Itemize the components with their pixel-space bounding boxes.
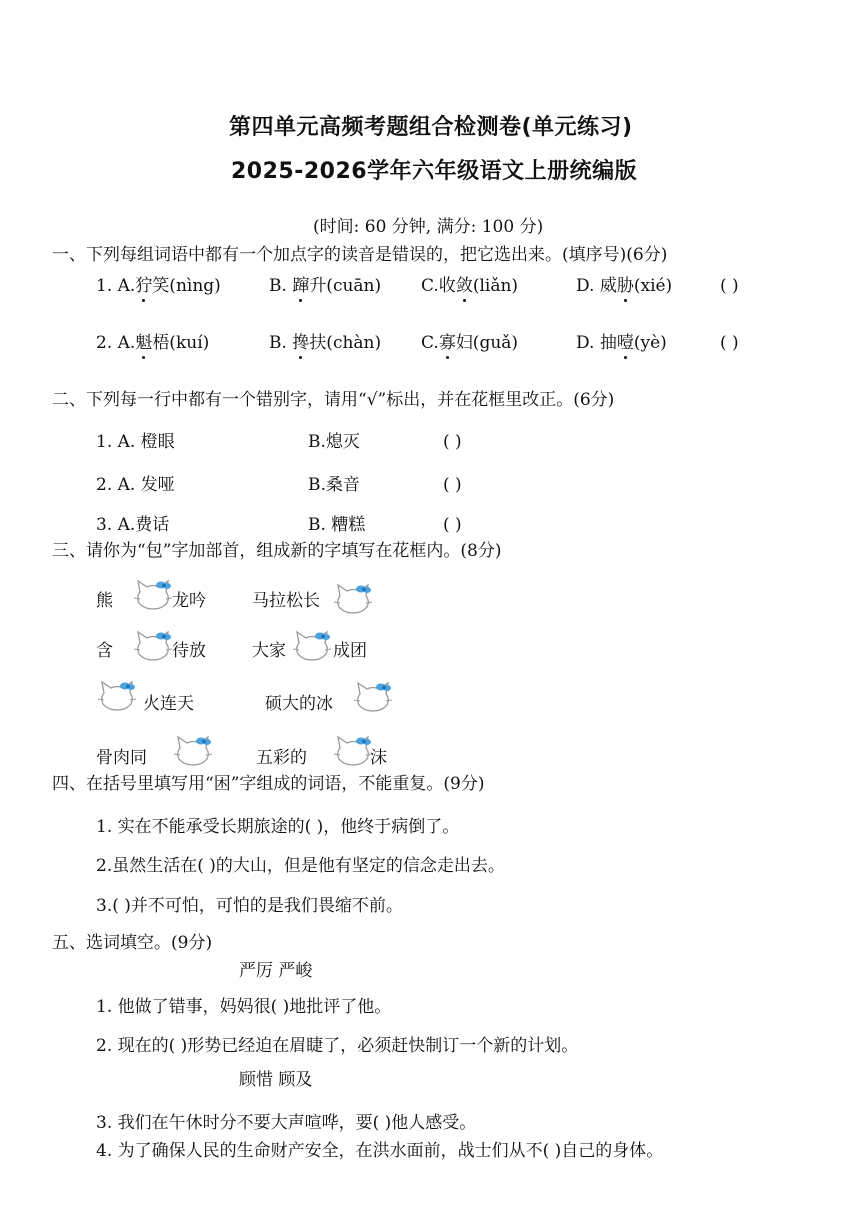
s1-q1-option-b: B. 蹿升(cuān) [269, 276, 382, 296]
s3-r1-b-pre: 马拉松长 [252, 591, 320, 611]
cat-face-frame-icon[interactable] [134, 578, 172, 610]
s3-r2-a-pre: 含 [96, 641, 113, 661]
s3-r2-a-post: 待放 [172, 641, 206, 661]
s2-row-3-b: B. 糟糕 [308, 515, 366, 535]
dotted-char: 噎 [616, 333, 634, 353]
cat-face-frame-icon[interactable] [174, 734, 212, 766]
s3-r2-b-post: 成团 [333, 641, 367, 661]
section-1-heading: 一、下列每组词语中都有一个加点字的读音是错误的，把它选出来。(填序号)(6分) [52, 245, 668, 265]
s3-r4-a-pre: 骨肉同 [96, 748, 147, 768]
s2-row-2-a: 2. A. 发哑 [96, 475, 175, 495]
s1-q2-row: 2. A.魁梧(kuí) [96, 333, 210, 353]
dotted-char: 敛 [455, 276, 473, 296]
s4-q3: 3.( )并不可怕，可怕的是我们畏缩不前。 [96, 896, 403, 916]
section-5-heading: 五、选词填空。(9分) [52, 933, 213, 953]
s3-r1-a-pre: 熊 [96, 591, 113, 611]
title-line-1: 第四单元高频考题组合检测卷(单元练习) [229, 115, 633, 140]
s3-r2-b-pre: 大家 [252, 641, 286, 661]
s5-word-choices-2: 顾惜 顾及 [239, 1070, 313, 1090]
dotted-char: 蹿 [292, 276, 310, 296]
s2-row-2-b: B.桑音 [308, 475, 360, 495]
s4-q2: 2.虽然生活在( )的大山，但是他有坚定的信念走出去。 [96, 856, 505, 876]
s3-r3-a-post: 火连天 [143, 694, 194, 714]
s2-row-3-answer[interactable]: ( ) [443, 515, 462, 535]
s1-q2-option-b: B. 搀扶(chàn) [269, 333, 382, 353]
cat-face-frame-icon[interactable] [334, 734, 372, 766]
s1-q1-row: 1. A.狞笑(nìng) [96, 276, 221, 296]
time-info: (时间: 60 分钟, 满分: 100 分) [313, 217, 544, 237]
s3-r3-b-pre: 硕大的冰 [265, 694, 333, 714]
s2-row-1-a: 1. A. 橙眼 [96, 432, 175, 452]
s1-q1-option-c: C.收敛(liǎn) [421, 276, 519, 296]
cat-face-frame-icon[interactable] [98, 679, 136, 711]
s4-q1: 1. 实在不能承受长期旅途的( )，他终于病倒了。 [96, 817, 460, 837]
s1-q1-option-d: D. 威胁(xié) [576, 276, 673, 296]
section-4-heading: 四、在括号里填写用“困”字组成的词语，不能重复。(9分) [52, 774, 485, 794]
section-3-heading: 三、请你为“包”字加部首，组成新的字填写在花框内。(8分) [52, 541, 502, 561]
s1-q1-answer[interactable]: ( ) [720, 276, 739, 296]
cat-face-frame-icon[interactable] [134, 629, 172, 661]
s2-row-3-a: 3. A.费话 [96, 515, 170, 535]
s3-r1-a-post: 龙吟 [172, 591, 206, 611]
section-2-heading: 二、下列每一行中都有一个错别字，请用“√”标出，并在花框里改正。(6分) [52, 390, 615, 410]
s5-word-choices-1: 严厉 严峻 [239, 961, 313, 981]
s5-q3: 3. 我们在午休时分不要大声喧哗，要( )他人感受。 [96, 1113, 477, 1133]
s3-r4-b-post: 沫 [370, 748, 387, 768]
dotted-char: 寡 [438, 333, 456, 353]
cat-face-frame-icon[interactable] [354, 680, 392, 712]
dotted-char: 搀 [292, 333, 310, 353]
dotted-char: 胁 [616, 276, 634, 296]
s1-q2-answer[interactable]: ( ) [720, 333, 739, 353]
s5-q4: 4. 为了确保人民的生命财产安全，在洪水面前，战士们从不( )自己的身体。 [96, 1141, 664, 1161]
s3-r4-b-pre: 五彩的 [256, 748, 307, 768]
cat-face-frame-icon[interactable] [334, 582, 372, 614]
s2-row-1-answer[interactable]: ( ) [443, 432, 462, 452]
s2-row-2-answer[interactable]: ( ) [443, 475, 462, 495]
title-line-2: 2025-2026学年六年级语文上册统编版 [231, 159, 638, 184]
dotted-char: 狞 [135, 276, 153, 296]
dotted-char: 魁 [135, 333, 153, 353]
s1-q2-option-c: C.寡妇(guǎ) [421, 333, 519, 353]
cat-face-frame-icon[interactable] [293, 629, 331, 661]
s1-q2-option-d: D. 抽噎(yè) [576, 333, 667, 353]
s2-row-1-b: B.熄灭 [308, 432, 360, 452]
s5-q1: 1. 他做了错事，妈妈很( )地批评了他。 [96, 997, 392, 1017]
s5-q2: 2. 现在的( )形势已经迫在眉睫了，必须赶快制订一个新的计划。 [96, 1036, 579, 1056]
